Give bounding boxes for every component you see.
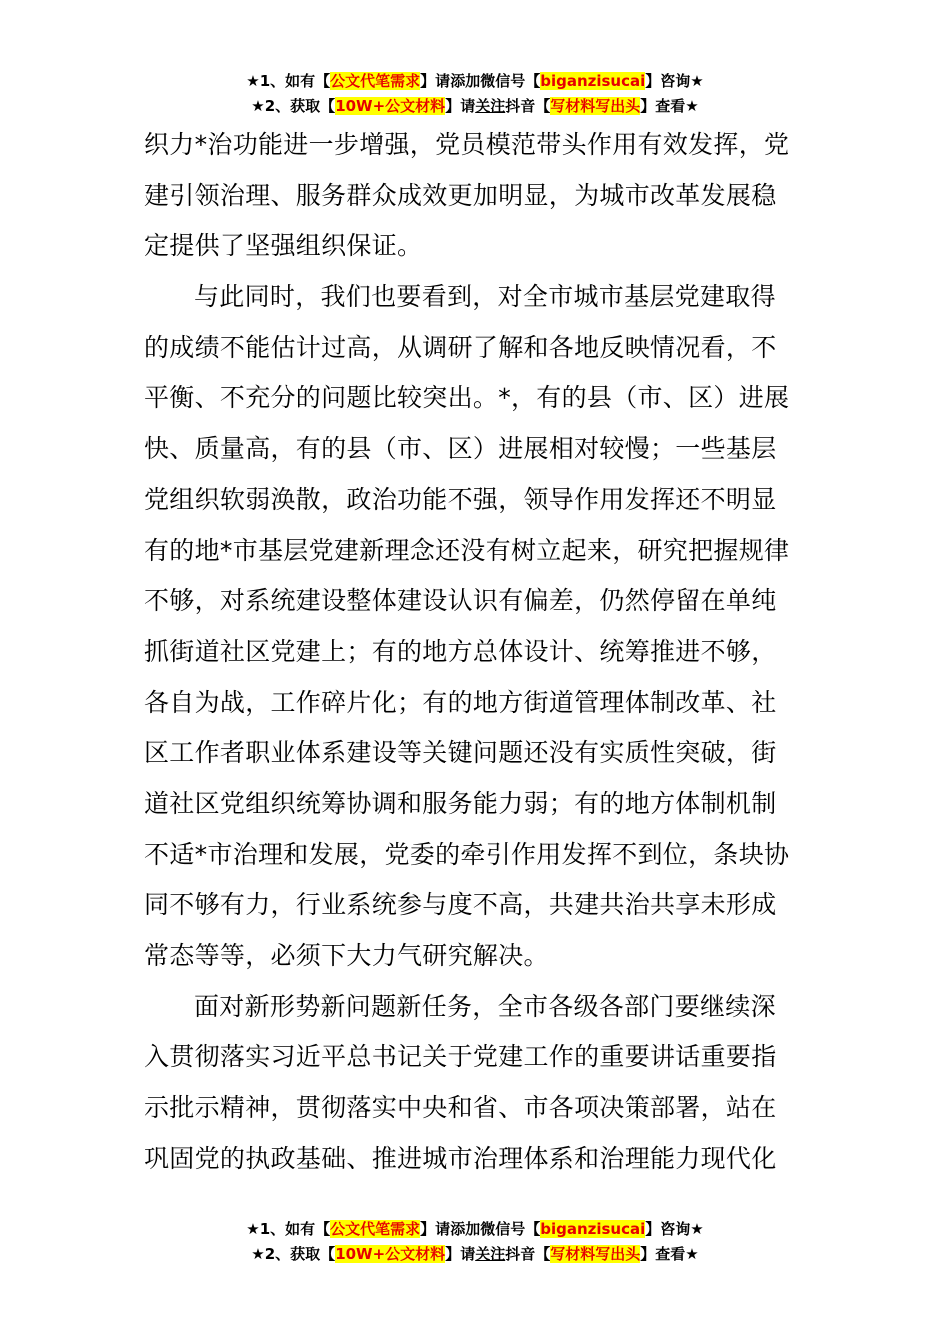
text-line: 有的地*市基层党建新理念还没有树立起来，研究把握规律	[144, 535, 790, 565]
text-line: 入贯彻落实习近平总书记关于党建工作的重要讲话重要指	[144, 1042, 777, 1072]
highlight-text: 公文代笔需求	[330, 72, 421, 90]
banner-line-1	[0, 1217, 950, 1242]
banner-text: ★1、如有【	[246, 72, 331, 90]
banner-text: 】请	[420, 1220, 451, 1238]
footer-banner	[0, 1217, 950, 1267]
banner-text: 】请	[445, 97, 476, 115]
text-line: 示批示精神，贯彻落实中央和省、市各项决策部署，站在	[144, 1093, 777, 1123]
text-line: 建引领治理、服务群众成效更加明显，为城市改革发展稳	[144, 180, 777, 210]
banner-text: 关注	[475, 1245, 506, 1263]
text-line: 区工作者职业体系建设等关键问题还没有实质性突破，街	[144, 738, 777, 768]
text-line: 巩固党的执政基础、推进城市治理体系和治理能力现代化	[144, 1143, 777, 1173]
text-line: 不够，对系统建设整体建设认识有偏差，仍然停留在单纯	[144, 586, 777, 616]
highlight-text: 10W+公文材料	[335, 97, 446, 115]
text-line: 同不够有力，行业系统参与度不高，共建共治共享未形成	[144, 890, 777, 920]
banner-line-2	[0, 94, 950, 119]
banner-text: 】查看★	[640, 1245, 699, 1263]
banner-line-2	[0, 1242, 950, 1267]
text-line: 各自为战，工作碎片化；有的地方街道管理体制改革、社	[144, 687, 777, 717]
banner-text: 微信号【	[480, 1220, 541, 1238]
highlight-text: 写材料写出头	[550, 1245, 641, 1263]
text-line: 织力*治功能进一步增强，党员模范带头作用有效发挥，党	[144, 130, 790, 159]
banner-text: ★2、获取【	[251, 97, 336, 115]
banner-text: 】咨询★	[645, 72, 704, 90]
text-line: 道社区党组织统筹协调和服务能力弱；有的地方体制机制	[144, 788, 777, 818]
banner-line-1	[0, 69, 950, 94]
text-line: 与此同时，我们也要看到，对全市城市基层党建取得	[194, 282, 776, 312]
banner-text: 抖音【	[505, 1245, 551, 1263]
text-line: 快、质量高，有的县（市、区）进展相对较慢；一些基层	[144, 434, 777, 464]
text-line: 不适*市治理和发展，党委的牵引作用发挥不到位，条块协	[144, 839, 790, 869]
document-body	[144, 120, 808, 1184]
text-line: 的成绩不能估计过高，从调研了解和各地反映情况看，不	[144, 332, 777, 362]
text-line: 党组织软弱涣散，政治功能不强，领导作用发挥还不明显	[144, 484, 777, 514]
text-line: 抓街道社区党建上；有的地方总体设计、统筹推进不够，	[144, 636, 777, 666]
highlight-text: biganzisucai	[540, 72, 646, 90]
banner-text: 添加	[450, 1220, 481, 1238]
banner-text: 】咨询★	[645, 1220, 704, 1238]
banner-text: 微信号【	[480, 72, 541, 90]
highlight-text: 写材料写出头	[550, 97, 641, 115]
highlight-text: 公文代笔需求	[330, 1220, 421, 1238]
text-line: 平衡、不充分的问题比较突出。*，有的县（市、区）进展	[144, 383, 790, 413]
highlight-text: 10W+公文材料	[335, 1245, 446, 1263]
banner-text: 】请	[445, 1245, 476, 1263]
banner-text: 】查看★	[640, 97, 699, 115]
header-banner	[0, 69, 950, 119]
text-line: 定提供了坚强组织保证。	[144, 231, 423, 261]
text-line: 面对新形势新问题新任务，全市各级各部门要继续深	[194, 991, 776, 1021]
banner-text: ★1、如有【	[246, 1220, 331, 1238]
banner-text: 抖音【	[505, 97, 551, 115]
highlight-text: biganzisucai	[540, 1220, 646, 1238]
text-line: 常态等等，必须下大力气研究解决。	[144, 941, 549, 970]
banner-text: 】请	[420, 72, 451, 90]
banner-text: 添加	[450, 72, 481, 90]
banner-text: 关注	[475, 97, 506, 115]
banner-text: ★2、获取【	[251, 1245, 336, 1263]
